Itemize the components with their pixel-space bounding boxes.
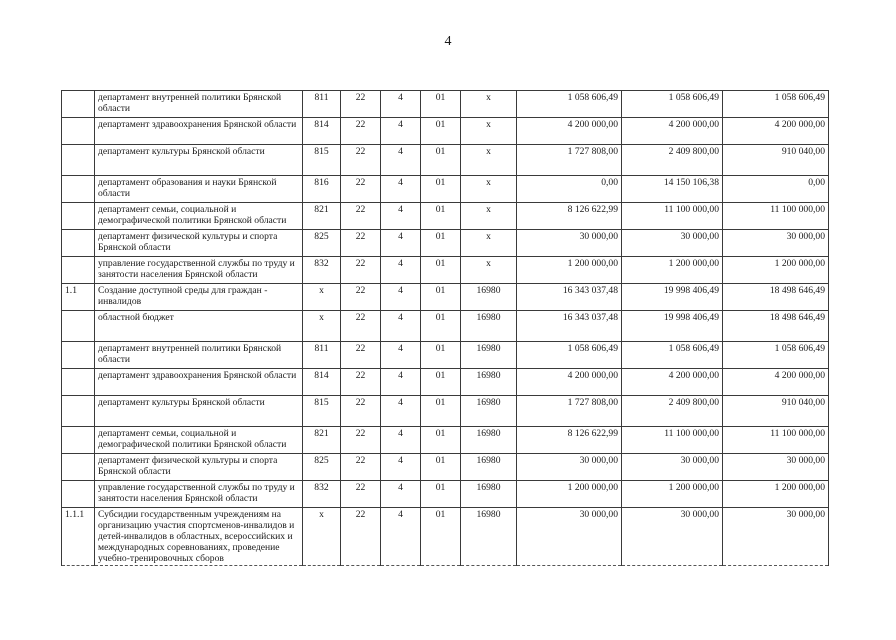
row-name: департамент внутренней политики Брянской области [95,91,303,118]
code-grbs: 832 [303,481,341,508]
code-direction: x [461,203,517,230]
amount-year-2: 1 200 000,00 [622,481,723,508]
code-direction: 16980 [461,369,517,396]
amount-year-3: 11 100 000,00 [723,203,829,230]
row-name: департамент здравоохранения Брянской области [95,369,303,396]
budget-table [61,90,829,566]
amount-year-3: 1 058 606,49 [723,342,829,369]
code-program: 22 [341,230,381,257]
amount-year-1: 30 000,00 [517,454,622,481]
code-event: 01 [421,91,461,118]
amount-year-3: 11 100 000,00 [723,427,829,454]
code-program: 22 [341,203,381,230]
row-index [62,342,95,369]
amount-year-1: 0,00 [517,176,622,203]
amount-year-3: 0,00 [723,176,829,203]
code-grbs: 814 [303,118,341,145]
amount-year-3: 1 200 000,00 [723,481,829,508]
amount-year-1: 30 000,00 [517,508,622,566]
code-direction: 16980 [461,342,517,369]
amount-year-1: 4 200 000,00 [517,118,622,145]
table-row [62,203,829,230]
amount-year-1: 4 200 000,00 [517,369,622,396]
amount-year-3: 910 040,00 [723,396,829,427]
amount-year-1: 16 343 037,48 [517,311,622,342]
code-event: 01 [421,284,461,311]
code-grbs: x [303,508,341,566]
table-row [62,145,829,176]
code-event: 01 [421,481,461,508]
table-row [62,176,829,203]
amount-year-3: 4 200 000,00 [723,118,829,145]
amount-year-2: 19 998 406,49 [622,311,723,342]
code-direction: 16980 [461,481,517,508]
row-index [62,311,95,342]
row-index [62,91,95,118]
code-event: 01 [421,508,461,566]
code-subprogram: 4 [381,342,421,369]
amount-year-2: 1 200 000,00 [622,257,723,284]
amount-year-2: 19 998 406,49 [622,284,723,311]
table-row [62,396,829,427]
code-event: 01 [421,145,461,176]
code-grbs: 811 [303,91,341,118]
row-name: Создание доступной среды для граждан - инвалидов [95,284,303,311]
table-row [62,508,829,566]
code-subprogram: 4 [381,369,421,396]
amount-year-3: 18 498 646,49 [723,311,829,342]
row-index [62,427,95,454]
code-direction: x [461,145,517,176]
table-row [62,481,829,508]
code-event: 01 [421,311,461,342]
table-row [62,369,829,396]
code-grbs: 815 [303,396,341,427]
row-name: департамент семьи, социальной и демографической политики Брянской области [95,427,303,454]
code-program: 22 [341,176,381,203]
code-subprogram: 4 [381,257,421,284]
row-name: управление государственной службы по труду и занятости населения Брянской области [95,257,303,284]
code-direction: 16980 [461,454,517,481]
row-index [62,481,95,508]
amount-year-1: 1 058 606,49 [517,342,622,369]
amount-year-3: 1 058 606,49 [723,91,829,118]
amount-year-1: 1 727 808,00 [517,396,622,427]
code-direction: 16980 [461,508,517,566]
row-index [62,145,95,176]
code-program: 22 [341,454,381,481]
code-direction: x [461,257,517,284]
code-direction: x [461,230,517,257]
code-grbs: 815 [303,145,341,176]
table-row [62,427,829,454]
code-direction: 16980 [461,427,517,454]
row-index [62,203,95,230]
table-row [62,118,829,145]
code-program: 22 [341,284,381,311]
amount-year-3: 30 000,00 [723,454,829,481]
code-subprogram: 4 [381,454,421,481]
code-program: 22 [341,369,381,396]
code-event: 01 [421,203,461,230]
row-index: 1.1.1 [62,508,95,566]
code-program: 22 [341,508,381,566]
table-row [62,454,829,481]
row-name: департамент физической культуры и спорта Брянской области [95,230,303,257]
row-name: областной бюджет [95,311,303,342]
amount-year-2: 1 058 606,49 [622,342,723,369]
row-index [62,369,95,396]
row-index [62,396,95,427]
row-name: департамент культуры Брянской области [95,396,303,427]
row-index [62,454,95,481]
code-grbs: 821 [303,203,341,230]
code-subprogram: 4 [381,284,421,311]
amount-year-3: 18 498 646,49 [723,284,829,311]
row-name: департамент культуры Брянской области [95,145,303,176]
amount-year-1: 1 200 000,00 [517,257,622,284]
code-event: 01 [421,176,461,203]
table-row [62,257,829,284]
code-grbs: 814 [303,369,341,396]
code-direction: x [461,176,517,203]
code-direction: x [461,91,517,118]
code-subprogram: 4 [381,427,421,454]
code-direction: 16980 [461,284,517,311]
row-name: департамент физической культуры и спорта Брянской области [95,454,303,481]
amount-year-3: 4 200 000,00 [723,369,829,396]
code-subprogram: 4 [381,91,421,118]
page-number: 4 [444,34,452,49]
code-direction: 16980 [461,311,517,342]
table-row [62,91,829,118]
row-name: департамент здравоохранения Брянской области [95,118,303,145]
row-index: 1.1 [62,284,95,311]
row-name: управление государственной службы по труду и занятости населения Брянской области [95,481,303,508]
table-row [62,311,829,342]
code-subprogram: 4 [381,311,421,342]
code-program: 22 [341,396,381,427]
amount-year-1: 8 126 622,99 [517,427,622,454]
amount-year-2: 30 000,00 [622,508,723,566]
amount-year-2: 4 200 000,00 [622,118,723,145]
amount-year-2: 2 409 800,00 [622,396,723,427]
amount-year-3: 30 000,00 [723,508,829,566]
code-event: 01 [421,342,461,369]
table-row [62,284,829,311]
code-subprogram: 4 [381,203,421,230]
amount-year-1: 1 058 606,49 [517,91,622,118]
code-event: 01 [421,118,461,145]
amount-year-2: 2 409 800,00 [622,145,723,176]
code-program: 22 [341,145,381,176]
code-program: 22 [341,91,381,118]
amount-year-2: 30 000,00 [622,454,723,481]
code-event: 01 [421,230,461,257]
code-subprogram: 4 [381,145,421,176]
amount-year-2: 14 150 106,38 [622,176,723,203]
amount-year-1: 8 126 622,99 [517,203,622,230]
code-program: 22 [341,427,381,454]
code-direction: 16980 [461,396,517,427]
amount-year-2: 11 100 000,00 [622,427,723,454]
amount-year-3: 910 040,00 [723,145,829,176]
code-program: 22 [341,257,381,284]
code-program: 22 [341,481,381,508]
code-direction: x [461,118,517,145]
row-name: департамент семьи, социальной и демографической политики Брянской области [95,203,303,230]
row-index [62,230,95,257]
code-grbs: x [303,311,341,342]
code-program: 22 [341,311,381,342]
code-subprogram: 4 [381,176,421,203]
amount-year-1: 30 000,00 [517,230,622,257]
amount-year-2: 1 058 606,49 [622,91,723,118]
table-row [62,342,829,369]
row-name: департамент внутренней политики Брянской области [95,342,303,369]
amount-year-1: 1 200 000,00 [517,481,622,508]
amount-year-1: 16 343 037,48 [517,284,622,311]
code-grbs: 811 [303,342,341,369]
amount-year-2: 30 000,00 [622,230,723,257]
amount-year-2: 4 200 000,00 [622,369,723,396]
code-event: 01 [421,454,461,481]
code-grbs: 832 [303,257,341,284]
code-grbs: 821 [303,427,341,454]
code-grbs: 825 [303,454,341,481]
row-index [62,257,95,284]
row-index [62,176,95,203]
table-row [62,230,829,257]
code-program: 22 [341,118,381,145]
code-grbs: 825 [303,230,341,257]
row-name: департамент образования и науки Брянской области [95,176,303,203]
row-index [62,118,95,145]
code-subprogram: 4 [381,118,421,145]
amount-year-1: 1 727 808,00 [517,145,622,176]
code-subprogram: 4 [381,481,421,508]
code-event: 01 [421,257,461,284]
code-program: 22 [341,342,381,369]
code-event: 01 [421,396,461,427]
row-name: Субсидии государственным учреждениям на организацию участия спортсменов-инвалидов и детей-инвалидов в областных, всероссийских и международных соревнованиях, проведение учебно-тренировочных сборов [95,508,303,566]
code-subprogram: 4 [381,396,421,427]
amount-year-3: 1 200 000,00 [723,257,829,284]
code-grbs: 816 [303,176,341,203]
code-grbs: x [303,284,341,311]
amount-year-3: 30 000,00 [723,230,829,257]
code-subprogram: 4 [381,230,421,257]
code-subprogram: 4 [381,508,421,566]
code-event: 01 [421,369,461,396]
amount-year-2: 11 100 000,00 [622,203,723,230]
code-event: 01 [421,427,461,454]
